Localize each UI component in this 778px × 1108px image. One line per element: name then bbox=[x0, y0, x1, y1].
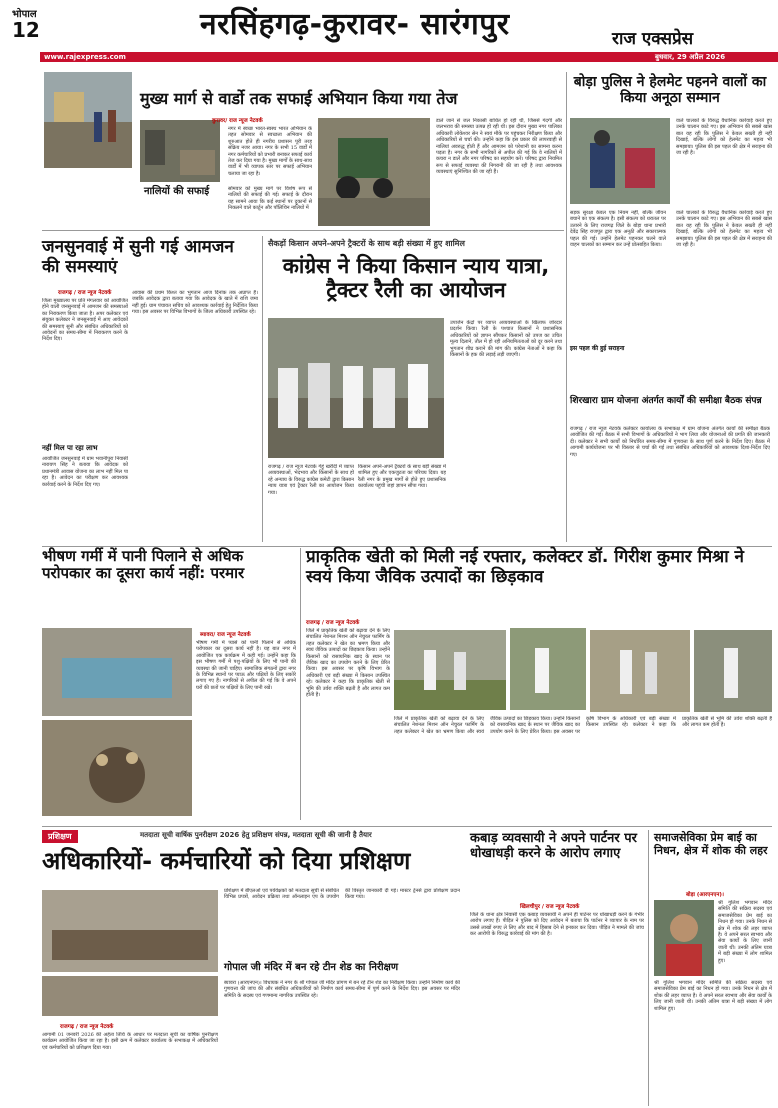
story2-body-b: वाले चालकों के विरुद्ध वैधानिक कार्रवाई करते हुए उनके चालान काटे गए। इस अभियान की सबसे खास बात यह रही कि पुलिस ने केवल सख्ती ही नहीं दिखाई, बल्कि लोगों को हेलमेट का महत्व भी समझाया। पुलिस की इस पहल की क्षेत्र में सराहना की जा रही है। bbox=[676, 118, 772, 157]
story9-body: ब्यावरा (आरएनएन)। विधायक ने नगर के श्री गोपाल जी मंदिर प्रांगण में बन रहे टीन शेड का निरीक्षण किया। उन्होंने निर्माण कार्य की गुणवत्ता की जांच की और संबंधित अधिकारियों को निर्माण कार्य समय-सीमा में पूर्ण करने के निर्देश दिए। इस अवसर पर मंदिर समिति के सदस्य एवं गणमान्य नागरिक उपस्थित रहे। bbox=[224, 980, 460, 999]
story8-tag: प्रशिक्षण bbox=[42, 830, 78, 843]
story1-caption: नालियों की सफाई bbox=[144, 186, 210, 197]
story1-body-c: डाले जाने से जल निकासी बाधित हो रही थी, जिससे गंदगी और जलभराव की समस्या उत्पन्न हो रही थी। इस दौरान मुख्य नगर पालिका अधिकारी लोकेश्वर सेन ने स्वयं मौके पर पहुंचकर निरीक्षण किया और अधिकारियों से चर्चा की। उन्होंने कहा कि इस प्रकार की लापरवाही से नालियां अवरुद्ध होती हैं और आमजन को परेशानी का सामना करना पड़ता है। नगर के सभी नागरिकों से अपील की गई कि वे नालियों में कचरा न डालें और नगर परिषद का सहयोग करें। परिषद द्वारा नियमित रूप से सफाई व्यवस्था की निगरानी की जा रही है तथा आवश्यक व्यवस्थाएं सुनिश्चित की जा रही हैं। bbox=[436, 118, 562, 176]
story4-body-b: किसान अपने-अपने ट्रैक्टरों के साथ बड़ी संख्या में शामिल हुए और एकजुटता का परिचय दिया। यह रैली नगर के प्रमुख मार्गों से होते हुए प्रशासनिक कार्यालय पहुंची जहां ज्ञापन सौंपा गया। bbox=[358, 464, 446, 490]
story3-subhead: नहीं मिल पा रहा लाभ bbox=[42, 444, 98, 452]
story6-headline: भीषण गर्मी में पानी पिलाने से अधिक परोपकार का दूसरा कार्य नहीं: परमार bbox=[42, 547, 245, 583]
story6-body: भीषण गर्मी में प्यासे को पानी पिलाने से अधिक परोपकार का दूसरा कार्य नहीं है। यह बात नगर में आयोजित एक कार्यक्रम में कही गई। उन्होंने कहा कि इस भीषण गर्मी में पशु-पक्षियों के लिए भी पानी की व्यवस्था की जानी चाहिए। सामाजिक संगठनों द्वारा नगर के विभिन्न स्थानों पर प्याऊ और पक्षियों के लिए सकोरे लगाए गए हैं। नागरिकों से अपील की गई कि वे अपने घरों की छतों पर पक्षियों के लिए पानी रखें। bbox=[196, 640, 296, 691]
column-divider bbox=[648, 830, 649, 1106]
helmet-photo bbox=[570, 118, 670, 204]
story5-headline: शिरखारा ग्राम योजना अंतर्गत कार्यों की समीक्षा बैठक संपन्न bbox=[570, 396, 762, 406]
story10-byline: खिलचीपुर / राज न्यूज नेटवर्क bbox=[520, 904, 580, 910]
obituary-portrait bbox=[654, 900, 714, 976]
story1-headline: मुख्य मार्ग से वार्डो तक सफाई अभियान किया गया तेज bbox=[140, 89, 458, 108]
story1-body-a: नगर में स्वच्छ भारत-स्वस्थ भारत अभियान के तहत सोमवार से स्वच्छता अभियान की शुरुआत होते ही नगरीय प्रशासन पूरी तरह सक्रिय नजर आया। नगर के सभी 15 वार्डों में नगर कर्मचारियों को प्रभारी बनाकर सफाई कार्य तेज कर दिया गया है। मुख्य मार्गों के साथ-साथ वार्डों में भी व्यापक स्तर पर सफाई अभियान चलाया जा रहा है। bbox=[228, 126, 312, 177]
tractor-rally-photo bbox=[268, 318, 444, 458]
story3-byline: राजगढ़ / राज न्यूज नेटवर्क bbox=[58, 290, 112, 296]
story4-headline: कांग्रेस ने किया किसान न्याय यात्रा, ट्रैक्टर रैली का आयोजन bbox=[282, 254, 550, 303]
page-number: 12 bbox=[12, 18, 40, 42]
story11-body: श्री गुलिश भगवान मंदिर समिति की सक्रिय सदस्य एवं समाजसेविका प्रेम बाई का निधन हो गया। उनके निधन से क्षेत्र में शोक की लहर व्याप्त है। वे अपने सरल स्वभाव और सेवा कार्यों के लिए जानी जाती थीं। उनकी अंतिम यात्रा में बड़ी संख्या में लोग शामिल हुए। bbox=[718, 900, 772, 964]
story11-headline: समाजसेविका प्रेम बाई का निधन, क्षेत्र में शोक की लहर bbox=[654, 831, 768, 857]
story4-body-a: राजगढ़ / राज न्यूज नेटवर्क गेहूं खरीदी में व्याप्त अव्यवस्थाओं, भेदभाव और किसानों के साथ हो रहे अन्याय के विरुद्ध कांग्रेस कमेटी द्वारा किसान न्याय यात्रा एवं ट्रैक्टर रैली का आयोजन किया गया। bbox=[268, 464, 354, 496]
column-divider bbox=[300, 548, 301, 820]
story1-byline: कुरावर/ राज न्यूज नेटवर्क bbox=[212, 118, 263, 124]
tractor-cleaning-photo bbox=[318, 118, 430, 226]
column-divider bbox=[566, 72, 567, 542]
section-title: नरसिंहगढ़-कुरावर- सारंगपुर bbox=[200, 7, 510, 42]
story3-body-c: आवास की प्रथम किश्त का भुगतान आज दिनांक तक अप्राप्त है। जबकि आवेदक द्वारा बताया गया कि आवेदक के खाते में राशि जमा नहीं हुई। ग्राम पंचायत सचिव को आवश्यक कार्रवाई हेतु निर्देशित किया गया। इस अवसर पर विभिन्न विभागों के जिला अधिकारी उपस्थित रहे। bbox=[132, 290, 258, 316]
story2-body-a: सड़क सुरक्षा केवल एक नियम नहीं, बल्कि जीवन बचाने का एक संकल्प है। इसी संकल्प को धरातल पर उतारने के लिए राजगढ़ जिले के बोड़ा थाना प्रभारी देवेंद्र सिंह राजपूत द्वारा एक अनूठी और सकारात्मक पहल की गई। उन्होंने हेलमेट पहनकर चलने वाले वाहन चालकों का सम्मान कर उन्हें प्रोत्साहित किया। bbox=[570, 210, 666, 249]
divider bbox=[42, 230, 564, 231]
city-label: भोपाल bbox=[12, 9, 37, 20]
column-divider bbox=[262, 236, 263, 542]
birds-drinking-photo bbox=[42, 720, 192, 816]
story8-body-a: आगामी 01 जनवरी 2026 की अर्हता तिथि के आधार पर मतदाता सूची का वार्षिक पुनरीक्षण कार्यक्रम आयोजित किया जा रहा है। इसी क्रम में कलेक्टर कार्यालय के सभाकक्ष में अधिकारियों एवं कर्मचारियों को प्रशिक्षण दिया गया। bbox=[42, 1032, 218, 1051]
story11-byline: बोड़ा (आरएनएन)। bbox=[686, 892, 725, 898]
website-link[interactable]: www.rajexpress.com bbox=[44, 53, 126, 61]
farming-photo-a bbox=[394, 630, 506, 710]
story8-byline: राजगढ़ / राज न्यूज नेटवर्क bbox=[60, 1024, 114, 1030]
sanitation-photo-left bbox=[44, 72, 132, 168]
training-photo-b bbox=[42, 976, 218, 1016]
story8-body-b: प्रशिक्षण में बीएलओ एवं पर्यवेक्षकों को मतदाता सूची से संबंधित विभिन्न प्रपत्रों, आवेदन प्रक्रिया तथा ऑनलाइन एप के उपयोग की विस्तृत जानकारी दी गई। मास्टर ट्रेनर्स द्वारा प्रशिक्षण प्रदान किया गया। bbox=[224, 888, 460, 901]
training-photo-a bbox=[42, 890, 218, 972]
story2-headline: बोड़ा पुलिस ने हेलमेट पहनने वालों का किया अनूठा सम्मान bbox=[573, 74, 767, 107]
story4-kicker: सैकड़ों किसान अपने-अपने ट्रैक्टरों के साथ बड़ी संख्या में हुए शामिल bbox=[268, 239, 465, 248]
story6-byline: ब्यावरा/ राज न्यूज नेटवर्क bbox=[200, 632, 251, 638]
story10-headline: कबाड़ व्यवसायी ने अपने पार्टनर पर धोखाधड़ी करने के आरोप लगाए bbox=[470, 831, 637, 861]
story4-body-c: उपार्जन केंद्रों पर व्याप्त अव्यवस्थाओं के खिलाफ जोरदार प्रदर्शन किया। रैली के पश्चात किसानों ने प्रशासनिक अधिकारियों को ज्ञापन सौंपकर किसानों को उपज का उचित मूल्य दिलाने, तौल में हो रही अनियमितताओं को दूर करने तथा भुगतान शीघ्र कराने की मांग की। कांग्रेस नेताओं ने कहा कि किसानों के हक की लड़ाई लड़ी जाएगी। bbox=[450, 320, 562, 359]
story3-body-a: जिला मुख्यालय पर प्रति मंगलवार को आयोजित होने वाली जनसुनवाई में आमजन की समस्याओं का निराकरण किया जाता है। अपर कलेक्टर एवं संयुक्त कलेक्टर ने जनसुनवाई में आए आवेदकों की समस्याएं सुनी और संबंधित अधिकारियों को आवेदनों का समय-सीमा में निराकरण करने के निर्देश दिए। bbox=[42, 298, 128, 343]
story3-headline: जनसुनवाई में सुनी गई आमजन की समस्याएं bbox=[42, 237, 234, 277]
story10-body: जिले के थाना क्षेत्र निवासी एक कबाड़ व्यवसायी ने अपने ही पार्टनर पर धोखाधड़ी करने के गंभीर आरोप लगाए हैं। पीड़ित ने पुलिस को दिए आवेदन में बताया कि पार्टनर ने व्यापार के नाम पर उससे लाखों रुपए ले लिए और बाद में हिसाब देने से इनकार कर दिया। पीड़ित ने मामले की जांच कर आरोपी के विरुद्ध कार्रवाई की मांग की है। bbox=[470, 912, 644, 938]
story2-body-c: वाले चालकों के विरुद्ध वैधानिक कार्रवाई करते हुए उनके चालान काटे गए। इस अभियान की सबसे खास बात यह रही कि पुलिस ने केवल सख्ती ही नहीं दिखाई, बल्कि लोगों को हेलमेट का महत्व भी समझाया। पुलिस की इस पहल की क्षेत्र में सराहना की जा रही है। bbox=[676, 210, 772, 249]
story3-body-b: आयोजित जनसुनवाई में ग्राम भवानीपुरा निवासी नारायण सिंह ने बताया कि आवेदक को प्रधानमंत्री आवास योजना का लाभ नहीं मिल पा रहा है। आवेदन का परीक्षण कर आवश्यक कार्रवाई करने के निर्देश दिए गए। bbox=[42, 456, 128, 488]
story5-body: राजगढ़ / राज न्यूज नेटवर्क कलेक्टर कार्यालय के सभाकक्ष में ग्राम योजना अंतर्गत कार्यों की समीक्षा बैठक आयोजित की गई। बैठक में सभी विभागों के अधिकारियों ने भाग लिया और योजनाओं की प्रगति की जानकारी दी। कलेक्टर ने सभी कार्यों को निर्धारित समय-सीमा में गुणवत्ता के साथ पूर्ण करने के निर्देश दिए। बैठक में आगामी कार्ययोजना पर भी विस्तार से चर्चा की गई तथा संबंधित अधिकारियों को आवश्यक दिशा-निर्देश दिए गए। bbox=[570, 426, 770, 458]
story9-headline: गोपाल जी मंदिर में बन रहे टीन शेड का निरीक्षण bbox=[224, 962, 399, 973]
story7-body: जिले में प्राकृतिक खेती को बढ़ावा देने के लिए संचालित नेशनल मिशन ऑन नेचुरल फार्मिंग के तहत कलेक्टर ने खेत का भ्रमण किया और स्वयं जैविक उत्पादों का छिड़काव किया। उन्होंने किसानों को रासायनिक खाद के स्थान पर जैविक खाद का उपयोग करने के लिए प्रेरित किया। इस अवसर पर कृषि विभाग के अधिकारी एवं बड़ी संख्या में किसान उपस्थित रहे। कलेक्टर ने कहा कि प्राकृतिक खेती से भूमि की उर्वरा शक्ति बढ़ती है और लागत कम होती है। bbox=[306, 628, 390, 699]
story11-body-b: श्री गुलिश भगवान मंदिर समिति की सक्रिय सदस्य एवं समाजसेविका प्रेम बाई का निधन हो गया। उनके निधन से क्षेत्र में शोक की लहर व्याप्त है। वे अपने सरल स्वभाव और सेवा कार्यों के लिए जानी जाती थीं। उनकी अंतिम यात्रा में बड़ी संख्या में लोग शामिल हुए। bbox=[654, 980, 772, 1012]
paper-name: राज एक्सप्रेस bbox=[612, 29, 694, 49]
water-trough-photo bbox=[42, 628, 192, 716]
story2-subhead: इस पहल की हुई सराहना bbox=[570, 345, 625, 352]
story8-kicker: मतदाता सूची वार्षिक पुनरीक्षण 2026 हेतु प्रशिक्षण संपन्न, मतदाता सूची की जानी है तैयार bbox=[140, 831, 372, 839]
divider bbox=[42, 826, 772, 827]
story1-body-b: सोमवार को मुख्य मार्ग पर विशेष रूप से नालियों की सफाई की गई। सफाई के दौरान यह सामने आया कि कई स्थानों पर दुकानों से निकलने वाले कार्टून और पॉलिथिन नालियों में bbox=[228, 186, 312, 212]
farming-photo-b bbox=[510, 628, 586, 710]
farming-photo-d bbox=[694, 630, 772, 712]
sanitation-photo-drain bbox=[140, 120, 220, 182]
story7-headline: प्राकृतिक खेती को मिली नई रफ्तार, कलेक्टर डॉ. गिरीश कुमार मिश्रा ने स्वयं किया जैविक उत्पादों का छिड़काव bbox=[306, 547, 744, 587]
story8-headline: अधिकारियों- कर्मचारियों को दिया प्रशिक्षण bbox=[42, 847, 411, 875]
farming-photo-c bbox=[590, 630, 690, 712]
issue-date: बुधवार, 29 अप्रैल 2026 bbox=[655, 53, 726, 61]
story7-body-b: जिले में प्राकृतिक खेती को बढ़ावा देने के लिए संचालित नेशनल मिशन ऑन नेचुरल फार्मिंग के तहत कलेक्टर ने खेत का भ्रमण किया और स्वयं जैविक उत्पादों का छिड़काव किया। उन्होंने किसानों को रासायनिक खाद के स्थान पर जैविक खाद का उपयोग करने के लिए प्रेरित किया। इस अवसर पर कृषि विभाग के अधिकारी एवं बड़ी संख्या में किसान उपस्थित रहे। कलेक्टर ने कहा कि प्राकृतिक खेती से भूमि की उर्वरा शक्ति बढ़ती है और लागत कम होती है। bbox=[394, 716, 772, 735]
story7-byline: राजगढ़ / राज न्यूज नेटवर्क bbox=[306, 620, 360, 626]
masthead bbox=[0, 0, 778, 62]
